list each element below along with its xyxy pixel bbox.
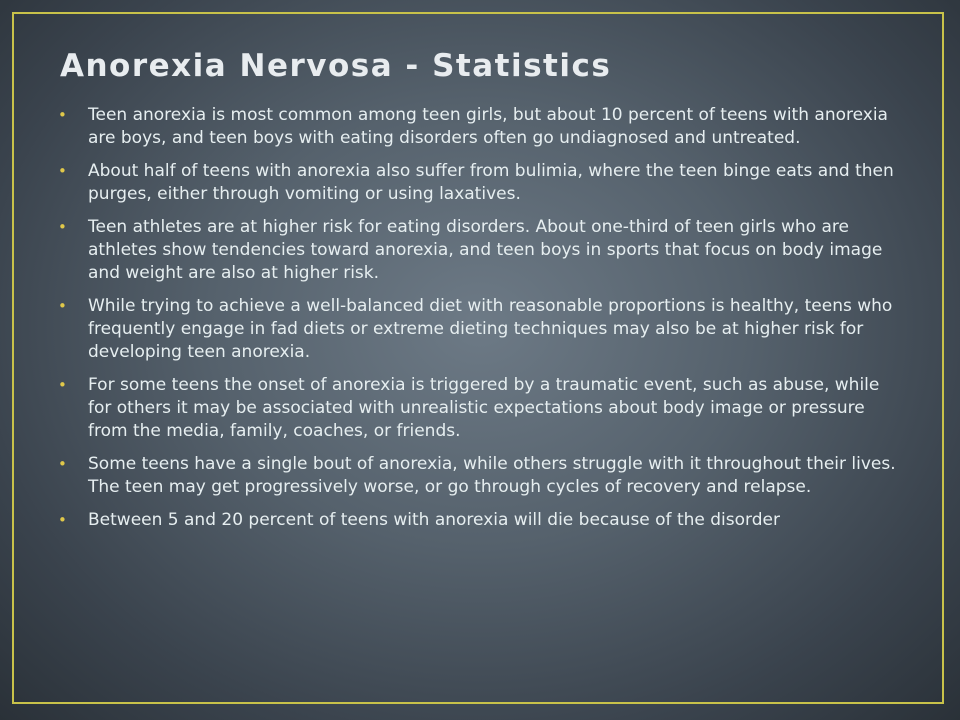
bullet-item: [58, 374, 908, 443]
slide-title: Anorexia Nervosa - Statistics: [60, 48, 612, 84]
bullet-item: [58, 104, 908, 150]
bullet-text: For some teens the onset of anorexia is triggered by a traumatic event, such as abuse, while for others it may be associated with unrealistic expectations about body image or pressure from the media, family, coaches, or friends.: [88, 375, 880, 441]
bullet-marker: •: [58, 455, 67, 473]
bullet-marker: •: [58, 511, 67, 529]
bullet-text: About half of teens with anorexia also suffer from bulimia, where the teen binge eats and then purges, either through vomiting or using laxatives.: [88, 161, 894, 204]
bullet-text: Teen athletes are at higher risk for eating disorders. About one-third of teen girls who are athletes show tendencies toward anorexia, and teen boys in sports that focus on body image and weight are also at higher risk.: [88, 217, 883, 283]
bullet-marker: •: [58, 297, 67, 315]
bullet-list: [58, 104, 908, 542]
bullet-text: While trying to achieve a well-balanced diet with reasonable proportions is healthy, teens who frequently engage in fad diets or extreme dieting techniques may also be at higher risk for developing teen anorexia.: [88, 296, 893, 362]
bullet-item: [58, 160, 908, 206]
bullet-text: Between 5 and 20 percent of teens with anorexia will die because of the disorder: [88, 510, 780, 530]
bullet-item: [58, 295, 908, 364]
bullet-text: Some teens have a single bout of anorexia, while others struggle with it throughout their lives. The teen may get progressively worse, or go through cycles of recovery and relapse.: [88, 454, 896, 497]
bullet-marker: •: [58, 376, 67, 394]
bullet-item: [58, 453, 908, 499]
bullet-marker: •: [58, 162, 67, 180]
bullet-item: [58, 216, 908, 285]
bullet-item: [58, 509, 908, 532]
bullet-marker: •: [58, 218, 67, 236]
bullet-marker: •: [58, 106, 67, 124]
bullet-text: Teen anorexia is most common among teen girls, but about 10 percent of teens with anorexia are boys, and teen boys with eating disorders often go undiagnosed and untreated.: [88, 105, 888, 148]
